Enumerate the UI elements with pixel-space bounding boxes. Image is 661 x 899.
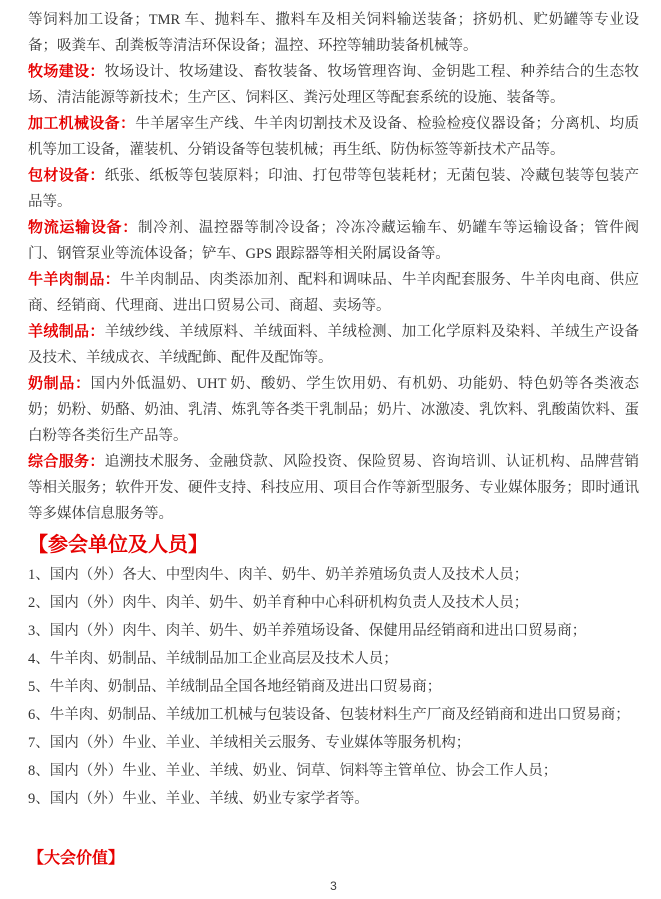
category-text: 牛羊肉制品、肉类添加剂、配料和调味品、牛羊肉配套服务、牛羊肉电商、供应商、经销商、代理商、进出口贸易公司、商超、卖场等。 xyxy=(28,272,639,314)
category-paragraph-packaging-equipment xyxy=(28,163,639,215)
attendee-list-item: 8、国内（外）牛业、羊业、羊绒、奶业、饲草、饲料等主管单位、协会工作人员； xyxy=(28,763,558,779)
category-label: 加工机械设备： xyxy=(28,116,136,132)
category-label: 综合服务： xyxy=(28,454,105,470)
category-label: 物流运输设备： xyxy=(28,220,138,236)
intro-text: 等饲料加工设备；TMR 车、抛料车、撒料车及相关饲料输送装备；挤奶机、贮奶罐等专业设备；吸粪车、刮粪板等清洁环保设备；温控、环控等辅助装备机械等。 xyxy=(28,12,639,54)
category-paragraph-comprehensive-services xyxy=(28,449,639,527)
category-text: 制冷剂、温控器等制冷设备；冷冻冷藏运输车、奶罐车等运输设备；管件阀门、钢管泵业等流体设备；铲车、GPS 跟踪器等相关附属设备等。 xyxy=(28,220,639,262)
attendee-list-item: 9、国内（外）牛业、羊业、羊绒、奶业专家学者等。 xyxy=(28,791,369,807)
category-label: 羊绒制品： xyxy=(28,324,105,340)
attendee-list-item: 6、牛羊肉、奶制品、羊绒加工机械与包装设备、包装材料生产厂商及经销商和进出口贸易商； xyxy=(28,707,630,723)
attendee-list-item: 5、牛羊肉、奶制品、羊绒制品全国各地经销商及进出口贸易商； xyxy=(28,679,442,695)
attendee-list-item: 7、国内（外）牛业、羊业、羊绒相关云服务、专业媒体等服务机构； xyxy=(28,735,471,751)
attendee-list-item: 4、牛羊肉、奶制品、羊绒制品加工企业高层及技术人员； xyxy=(28,651,398,667)
attendee-list-item: 3、国内（外）肉牛、肉羊、奶牛、奶羊养殖场设备、保健用品经销商和进出口贸易商； xyxy=(28,623,587,639)
value-heading: 【大会价值】 xyxy=(28,850,125,867)
category-paragraph-processing-machinery xyxy=(28,111,639,163)
category-text: 牛羊屠宰生产线、牛羊肉切割技术及设备、检验检疫仪器设备；分离机、均质机等加工设备，灌装机、分销设备等包装机械；再生纸、防伪标签等新技术产品等。 xyxy=(28,116,639,158)
attendees-heading: 【参会单位及人员】 xyxy=(28,534,208,556)
category-text: 国内外低温奶、UHT 奶、酸奶、学生饮用奶、有机奶、功能奶、特色奶等各类液态奶；奶粉、奶酪、奶油、乳清、炼乳等各类干乳制品；奶片、冰激凌、乳饮料、乳酸菌饮料、蛋白粉等各类衍生产品等。 xyxy=(28,376,639,444)
category-paragraph-dairy-products xyxy=(28,371,639,449)
category-paragraph-beef-mutton-products xyxy=(28,267,639,319)
category-label: 奶制品： xyxy=(28,376,91,392)
intro-paragraph xyxy=(28,7,639,59)
category-label: 牛羊肉制品： xyxy=(28,272,121,288)
category-text: 追溯技术服务、金融贷款、风险投资、保险贸易、咨询培训、认证机构、品牌营销等相关服务；软件开发、硬件支持、科技应用、项目合作等新型服务、专业媒体服务；即时通讯等多媒体信息服务等。 xyxy=(28,454,639,522)
category-label: 包材设备： xyxy=(28,168,105,184)
category-paragraph-ranch-construction xyxy=(28,59,639,111)
category-paragraph-logistics-equipment xyxy=(28,215,639,267)
category-text: 牧场设计、牧场建设、畜牧装备、牧场管理咨询、金钥匙工程、种养结合的生态牧场、清洁能源等新技术；生产区、饲料区、粪污处理区等配套系统的设施、装备等。 xyxy=(28,64,639,106)
category-paragraph-cashmere-products xyxy=(28,319,639,371)
attendee-list-item: 2、国内（外）肉牛、肉羊、奶牛、奶羊育种中心科研机构负责人及技术人员； xyxy=(28,595,529,611)
category-text: 羊绒纱线、羊绒原料、羊绒面料、羊绒检测、加工化学原料及染料、羊绒生产设备及技术、羊绒成衣、羊绒配飾、配件及配饰等。 xyxy=(28,324,639,366)
category-label: 牧场建设： xyxy=(28,64,105,80)
category-text: 纸张、纸板等包装原料；印油、打包带等包装耗材；无菌包装、冷藏包装等包装产品等。 xyxy=(28,168,639,210)
page-number: 3 xyxy=(330,879,337,893)
attendee-list-item: 1、国内（外）各大、中型肉牛、肉羊、奶牛、奶羊养殖场负责人及技术人员； xyxy=(28,567,529,583)
